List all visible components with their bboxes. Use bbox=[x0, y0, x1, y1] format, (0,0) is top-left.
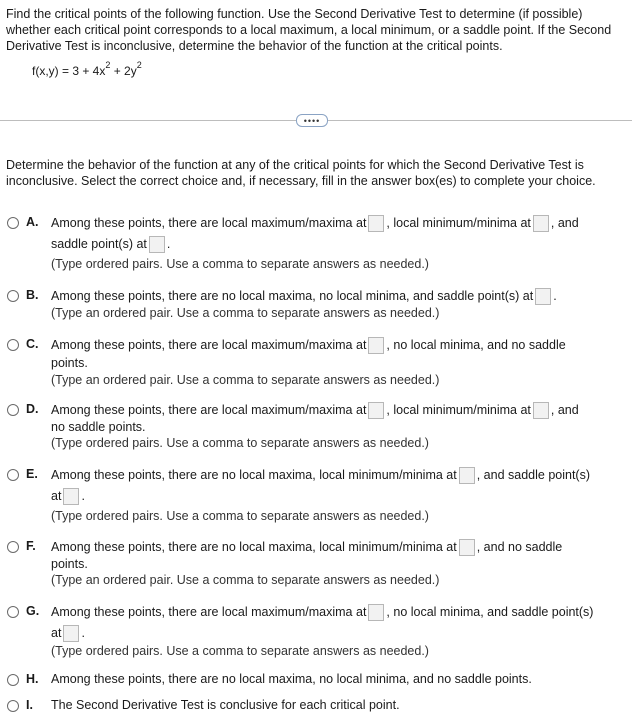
answer-box[interactable] bbox=[63, 625, 79, 642]
question-line: Determine the behavior of the function at any of the critical points for which the Second Derivative Test is bbox=[6, 158, 584, 172]
answer-box[interactable] bbox=[533, 402, 549, 419]
choice-text bbox=[51, 467, 590, 484]
radio-button[interactable] bbox=[7, 700, 19, 712]
choice-letter: F. bbox=[26, 539, 36, 553]
choice-text bbox=[51, 625, 85, 642]
choice-letter: E. bbox=[26, 467, 38, 481]
function-lhs: f(x,y) = 3 + 4x bbox=[32, 64, 106, 78]
answer-box[interactable] bbox=[459, 467, 475, 484]
choice-text-part: , and bbox=[550, 403, 579, 417]
answer-box[interactable] bbox=[368, 337, 384, 354]
choice-hint: (Type ordered pairs. Use a comma to separate answers as needed.) bbox=[51, 644, 429, 658]
instructions bbox=[6, 6, 632, 54]
answer-box[interactable] bbox=[368, 604, 384, 621]
choice-text-part: , local minimum/minima at bbox=[386, 216, 531, 230]
choice-letter: C. bbox=[26, 337, 39, 351]
choice-text-part: Among these points, there are local maximum/maxima at bbox=[51, 605, 367, 619]
expand-more-button[interactable]: •••• bbox=[296, 114, 328, 127]
choice-letter: H. bbox=[26, 672, 39, 686]
answer-box[interactable] bbox=[535, 288, 551, 305]
choice-letter: B. bbox=[26, 288, 39, 302]
choice-letter: D. bbox=[26, 402, 39, 416]
choice-hint: (Type ordered pairs. Use a comma to separate answers as needed.) bbox=[51, 257, 429, 271]
function-term: + 2y bbox=[110, 64, 137, 78]
choice-text bbox=[51, 604, 593, 621]
choice-text bbox=[51, 539, 562, 556]
choice-text-part: Among these points, there are local maximum/maxima at bbox=[51, 216, 367, 230]
choice-text-part: at bbox=[51, 489, 62, 503]
choice-text-part: . bbox=[81, 489, 85, 503]
choice-text-part: Among these points, there are no local maxima, no local minima, and saddle point(s) at bbox=[51, 289, 534, 303]
choice-text bbox=[51, 488, 85, 505]
choice-text: The Second Derivative Test is conclusive for each critical point. bbox=[51, 698, 400, 712]
choice-text-part: Among these points, there are local maximum/maxima at bbox=[51, 338, 367, 352]
choice-text-part: saddle point(s) at bbox=[51, 237, 147, 251]
answer-box[interactable] bbox=[533, 215, 549, 232]
radio-button[interactable] bbox=[7, 217, 19, 229]
choice-text-part: . bbox=[553, 289, 557, 303]
instructions-line: whether each critical point corresponds to a local maximum, a local minimum, or a saddle point. If the Second bbox=[6, 23, 612, 37]
answer-box[interactable] bbox=[149, 236, 165, 253]
question-line: inconclusive. Select the correct choice and, if necessary, fill in the answer box(es) to complete your choice. bbox=[6, 174, 596, 188]
choice-letter: A. bbox=[26, 215, 39, 229]
choice-hint: (Type ordered pairs. Use a comma to separate answers as needed.) bbox=[51, 509, 429, 523]
radio-button[interactable] bbox=[7, 404, 19, 416]
choice-text bbox=[51, 236, 170, 253]
radio-button[interactable] bbox=[7, 674, 19, 686]
choice-text-part: , local minimum/minima at bbox=[386, 403, 531, 417]
choice-text-part: Among these points, there are local maximum/maxima at bbox=[51, 403, 367, 417]
radio-button[interactable] bbox=[7, 290, 19, 302]
choice-hint: (Type an ordered pair. Use a comma to separate answers as needed.) bbox=[51, 573, 440, 587]
question-prompt bbox=[6, 157, 596, 189]
choice-text bbox=[51, 402, 579, 419]
choice-text-part: , and bbox=[550, 216, 579, 230]
answer-box[interactable] bbox=[63, 488, 79, 505]
answer-box[interactable] bbox=[459, 539, 475, 556]
instructions-line: Find the critical points of the following function. Use the Second Derivative Test to determine (if possible) bbox=[6, 7, 583, 21]
choice-text-part: . bbox=[166, 237, 171, 251]
radio-button[interactable] bbox=[7, 606, 19, 618]
choice-text-part: , and saddle point(s) bbox=[476, 468, 590, 482]
choice-text: no saddle points. bbox=[51, 420, 146, 434]
choice-text: Among these points, there are no local maxima, no local minima, and no saddle points. bbox=[51, 672, 532, 686]
instructions-line: Derivative Test is inconclusive, determine the behavior of the function at the critical points. bbox=[6, 39, 503, 53]
function-definition bbox=[32, 62, 142, 78]
exponent: 2 bbox=[105, 60, 111, 70]
choice-text-part: at bbox=[51, 626, 62, 640]
choice-text-part: Among these points, there are no local maxima, local minimum/minima at bbox=[51, 468, 457, 482]
answer-box[interactable] bbox=[368, 402, 384, 419]
choice-text-part: , no local minima, and no saddle bbox=[386, 338, 566, 352]
choice-text: points. bbox=[51, 557, 88, 571]
choice-text bbox=[51, 288, 557, 305]
radio-button[interactable] bbox=[7, 541, 19, 553]
choice-text bbox=[51, 215, 579, 232]
choice-text bbox=[51, 337, 566, 354]
choice-text-part: . bbox=[81, 626, 85, 640]
choice-text-part: , and no saddle bbox=[476, 540, 563, 554]
exponent: 2 bbox=[136, 60, 142, 70]
choice-hint: (Type an ordered pair. Use a comma to separate answers as needed.) bbox=[51, 306, 440, 320]
choice-letter: G. bbox=[26, 604, 40, 618]
choice-text: points. bbox=[51, 356, 88, 370]
choice-text-part: Among these points, there are no local maxima, local minimum/minima at bbox=[51, 540, 457, 554]
choice-hint: (Type ordered pairs. Use a comma to separate answers as needed.) bbox=[51, 436, 429, 450]
radio-button[interactable] bbox=[7, 339, 19, 351]
radio-button[interactable] bbox=[7, 469, 19, 481]
choice-hint: (Type an ordered pair. Use a comma to separate answers as needed.) bbox=[51, 373, 440, 387]
choice-text-part: , no local minima, and saddle point(s) bbox=[386, 605, 594, 619]
answer-box[interactable] bbox=[368, 215, 384, 232]
choice-letter: I. bbox=[26, 698, 33, 712]
